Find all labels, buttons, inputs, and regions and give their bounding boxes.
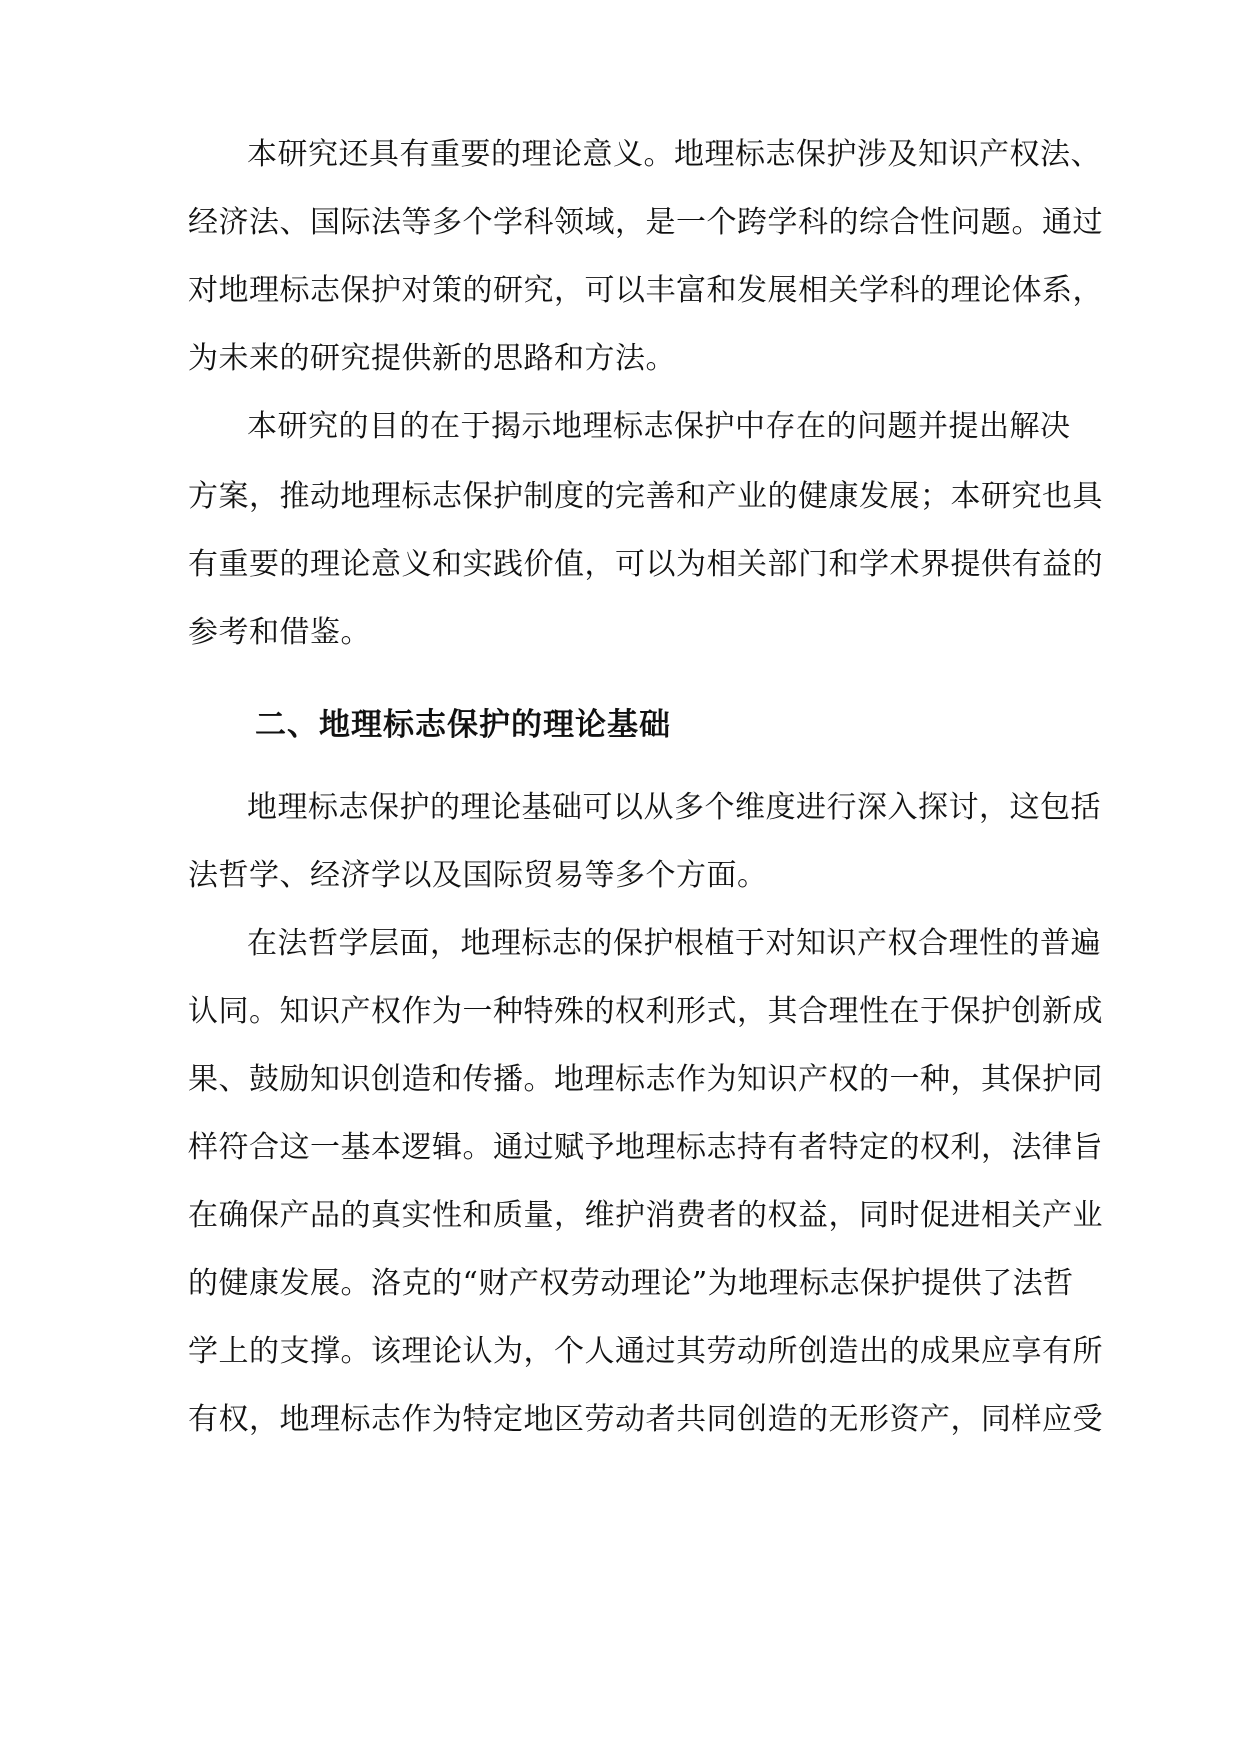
text-line: 经济法、国际法等多个学科领域，是一个跨学科的综合性问题。通过: [188, 205, 1103, 240]
text-line: 的健康发展。洛克的“财产权劳动理论”为地理标志保护提供了法哲: [188, 1266, 1074, 1301]
text-line: 样符合这一基本逻辑。通过赋予地理标志持有者特定的权利，法律旨: [188, 1130, 1103, 1165]
text-line: 在确保产品的真实性和质量，维护消费者的权益，同时促进相关产业: [188, 1198, 1103, 1233]
text-line: 地理标志保护的理论基础可以从多个维度进行深入探讨，这包括: [247, 790, 1101, 825]
text-line: 对地理标志保护对策的研究，可以丰富和发展相关学科的理论体系，: [188, 273, 1103, 308]
section-heading: 二、地理标志保护的理论基础: [255, 707, 671, 743]
text-line: 有重要的理论意义和实践价值，可以为相关部门和学术界提供有益的: [188, 547, 1103, 582]
text-line: 方案，推动地理标志保护制度的完善和产业的健康发展；本研究也具: [188, 479, 1103, 514]
text-line: 本研究的目的在于揭示地理标志保护中存在的问题并提出解决: [247, 409, 1071, 444]
text-line: 学上的支撑。该理论认为，个人通过其劳动所创造出的成果应享有所: [188, 1334, 1103, 1369]
text-line: 果、鼓励知识创造和传播。地理标志作为知识产权的一种，其保护同: [188, 1062, 1103, 1097]
text-line: 认同。知识产权作为一种特殊的权利形式，其合理性在于保护创新成: [188, 994, 1103, 1029]
text-line: 本研究还具有重要的理论意义。地理标志保护涉及知识产权法、: [247, 137, 1101, 172]
text-line: 参考和借鉴。: [188, 615, 371, 650]
text-line: 在法哲学层面，地理标志的保护根植于对知识产权合理性的普遍: [247, 926, 1101, 961]
text-line: 为未来的研究提供新的思路和方法。: [188, 341, 676, 376]
text-line: 有权，地理标志作为特定地区劳动者共同创造的无形资产，同样应受: [188, 1402, 1103, 1437]
text-line: 法哲学、经济学以及国际贸易等多个方面。: [188, 858, 768, 893]
